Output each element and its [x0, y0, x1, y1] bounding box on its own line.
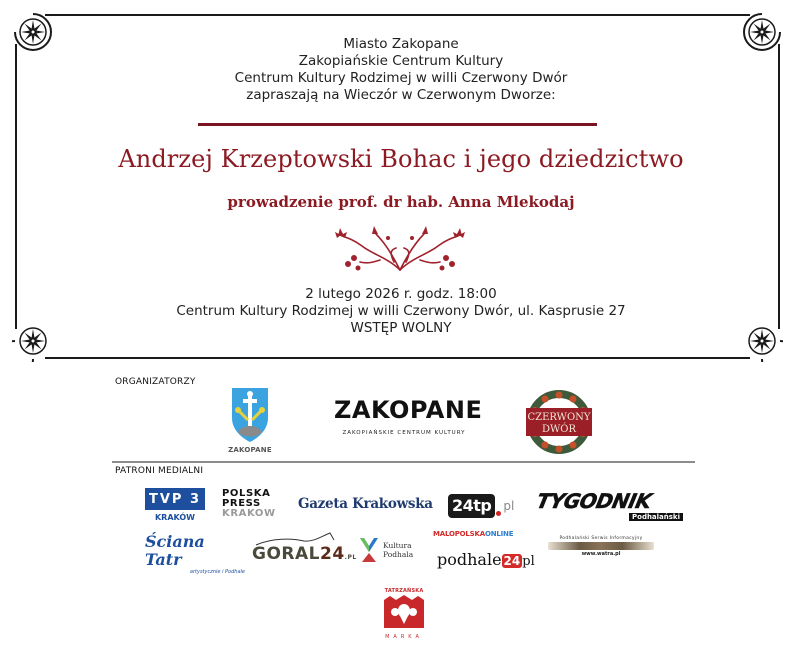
frame-border-top: [45, 14, 750, 16]
tygodnik-wordmark: TYGODNIK: [534, 489, 654, 513]
red-dot-icon: [496, 511, 501, 516]
zakopane-coat-of-arms-logo: [224, 386, 276, 454]
event-date-time: 2 lutego 2026 r. godz. 18:00: [305, 286, 497, 302]
kultura-podhala-icon: [358, 536, 380, 564]
section-divider: [112, 461, 695, 463]
watra-logo: [548, 536, 654, 566]
tvp3-city: KRAKÓW: [154, 513, 195, 522]
goral-text: GORAL: [252, 544, 320, 564]
mo-part: ONLINE: [484, 530, 514, 538]
kultura-podhala-logo: [358, 534, 428, 566]
24tp-suffix: pl: [503, 499, 515, 513]
goral24-logo: [252, 532, 357, 566]
24tp-mark: 24tp: [448, 494, 495, 518]
gazeta-krakowska-logo: Gazeta Krakowska: [298, 496, 433, 512]
watra-url: www.watra.pl: [581, 551, 621, 557]
p24-suffix: pl: [522, 554, 535, 569]
floral-ornament-icon: [328, 224, 472, 274]
kp-line: Kultura: [383, 541, 412, 550]
zck-wordmark: ZAKOPANE: [334, 396, 483, 424]
intro-line: Miasto Zakopane: [343, 36, 459, 52]
tm-bottom: MARKA: [385, 634, 423, 640]
organizers-intro: [0, 36, 802, 104]
wreath-icon: [520, 388, 598, 456]
watra-tagline: Podhalański Serwis Informacyjny: [559, 536, 643, 541]
p24-box: 24: [503, 554, 521, 568]
24tp-logo: [448, 493, 522, 519]
podhale24-logo: [437, 550, 537, 574]
coat-of-arms-icon: [224, 386, 276, 444]
tatrzanska-marka-logo: [380, 588, 428, 640]
event-admission: WSTĘP WOLNY: [350, 320, 452, 336]
event-subtitle: prowadzenie prof. dr hab. Anna Mlekodaj: [227, 193, 575, 211]
goral-number: 24: [320, 544, 345, 564]
kp-line: Podhala: [383, 550, 414, 559]
zck-logo: [334, 396, 483, 444]
tatrzanska-marka-icon: [382, 594, 426, 628]
tvp3-mark: TVP 3: [145, 488, 205, 510]
malopolska-online-logo: [433, 530, 538, 542]
polska-press-line: KRAKOW: [222, 508, 276, 519]
goral-suffix: .PL: [344, 554, 357, 561]
sciana-tatr-wordmark: Ściana Tatr: [145, 532, 205, 569]
svg-text:DWÓR: DWÓR: [541, 424, 577, 435]
watra-banner: [548, 542, 654, 550]
czerwony-dwor-logo: [520, 388, 598, 456]
polska-press-logo: [222, 489, 282, 525]
media-patrons-label: PATRONI MEDIALNI: [115, 466, 204, 476]
polska-press-line: PRESS: [222, 498, 261, 509]
tygodnik-sub: Podhalański: [629, 513, 683, 521]
organizers-label: ORGANIZATORZY: [115, 377, 196, 387]
zck-tagline: ZAKOPIAŃSKIE CENTRUM KULTURY: [342, 430, 466, 436]
intro-line: Zakopiańskie Centrum Kultury: [298, 53, 504, 69]
svg-text:CZERWONY: CZERWONY: [527, 412, 591, 423]
sciana-tatr-sub: artystycznie i Podhale: [189, 569, 245, 575]
event-details: [0, 286, 802, 337]
kultura-podhala-text: [383, 541, 413, 559]
p24-pre: podhale: [437, 550, 502, 569]
event-venue: Centrum Kultury Rodzimej w willi Czerwony Dwór, ul. Kasprusie 27: [176, 303, 626, 319]
mo-part: MALOPOLSKA: [433, 530, 485, 538]
tygodnik-podhalanski-logo: [534, 489, 685, 521]
goral24-wordmark: [252, 544, 357, 564]
polska-press-line: POLSKA: [222, 488, 271, 499]
event-title: Andrzej Krzeptowski Bohac i jego dziedzictwo: [118, 145, 684, 173]
frame-border-bottom: [45, 357, 750, 359]
sciana-tatr-logo: [145, 532, 245, 575]
intro-line: zapraszają na Wieczór w Czerwonym Dworze:: [246, 87, 556, 103]
intro-line: Centrum Kultury Rodzimej w willi Czerwony Dwór: [234, 70, 568, 86]
coat-of-arms-caption: ZAKOPANE: [228, 446, 272, 454]
tm-top: TATRZAŃSKA: [384, 588, 424, 594]
tvp3-krakow-logo: [145, 488, 205, 528]
red-divider-rule: [198, 123, 597, 126]
